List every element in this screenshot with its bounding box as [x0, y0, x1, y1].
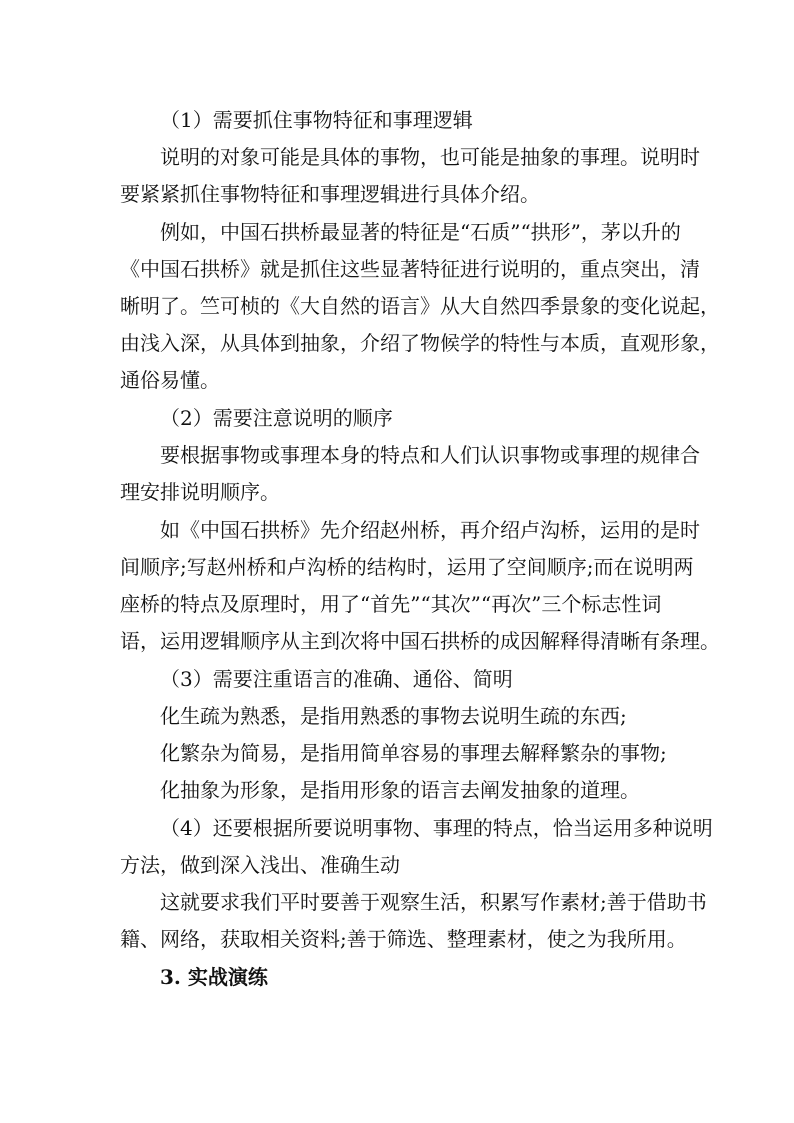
paragraph-line: 化生疏为熟悉，是指用熟悉的事物去说明生疏的东西;: [160, 704, 627, 728]
paragraph-line: 化繁杂为简易，是指用简单容易的事理去解释繁杂的事物;: [160, 741, 667, 765]
subheading-2: （2）需要注意说明的顺序: [160, 406, 393, 430]
paragraph-line: 如《中国石拱桥》先介绍赵州桥，再介绍卢沟桥，运用的是时: [160, 518, 700, 542]
subheading-1: （1）需要抓住事物特征和事理逻辑: [160, 108, 473, 132]
paragraph-line: 化抽象为形象，是指用形象的语言去阐发抽象的道理。: [160, 778, 640, 802]
paragraph-line: 语，运用逻辑顺序从主到次将中国石拱桥的成因解释得清晰有条理。: [120, 629, 720, 653]
paragraph-line: 通俗易懂。: [120, 368, 220, 392]
section-heading: 3. 实战演练: [160, 965, 268, 989]
paragraph-line: 这就要求我们平时要善于观察生活，积累写作素材;善于借助书: [160, 890, 707, 914]
subheading-4: （4）还要根据所要说明事物、事理的特点，恰当运用多种说明: [160, 816, 713, 840]
paragraph-line: 说明的对象可能是具体的事物，也可能是抽象的事理。说明时: [160, 145, 700, 169]
paragraph-line: 例如，中国石拱桥最显著的特征是“石质”“拱形”，茅以升的: [160, 220, 681, 244]
paragraph-line: 理安排说明顺序。: [120, 480, 280, 504]
paragraph-line: 《中国石拱桥》就是抓住这些显著特征进行说明的，重点突出，清: [120, 257, 700, 281]
paragraph-line: 籍、网络，获取相关资料;善于筛选、整理素材，使之为我所用。: [120, 927, 687, 951]
subheading-3: （3）需要注重语言的准确、通俗、简明: [160, 667, 513, 691]
paragraph-line: 由浅入深，从具体到抽象，介绍了物候学的特性与本质，直观形象，: [120, 331, 720, 355]
subheading-4-continued: 方法，做到深入浅出、准确生动: [120, 853, 400, 877]
paragraph-line: 要根据事物或事理本身的特点和人们认识事物或事理的规律合: [160, 443, 700, 467]
paragraph-line: 座桥的特点及原理时，用了“首先”“其次”“再次”三个标志性词: [120, 592, 662, 616]
paragraph-line: 间顺序;写赵州桥和卢沟桥的结构时，运用了空间顺序;而在说明两: [120, 555, 694, 579]
paragraph-line: 晰明了。竺可桢的《大自然的语言》从大自然四季景象的变化说起，: [120, 294, 720, 318]
paragraph-line: 要紧紧抓住事物特征和事理逻辑进行具体介绍。: [120, 182, 540, 206]
